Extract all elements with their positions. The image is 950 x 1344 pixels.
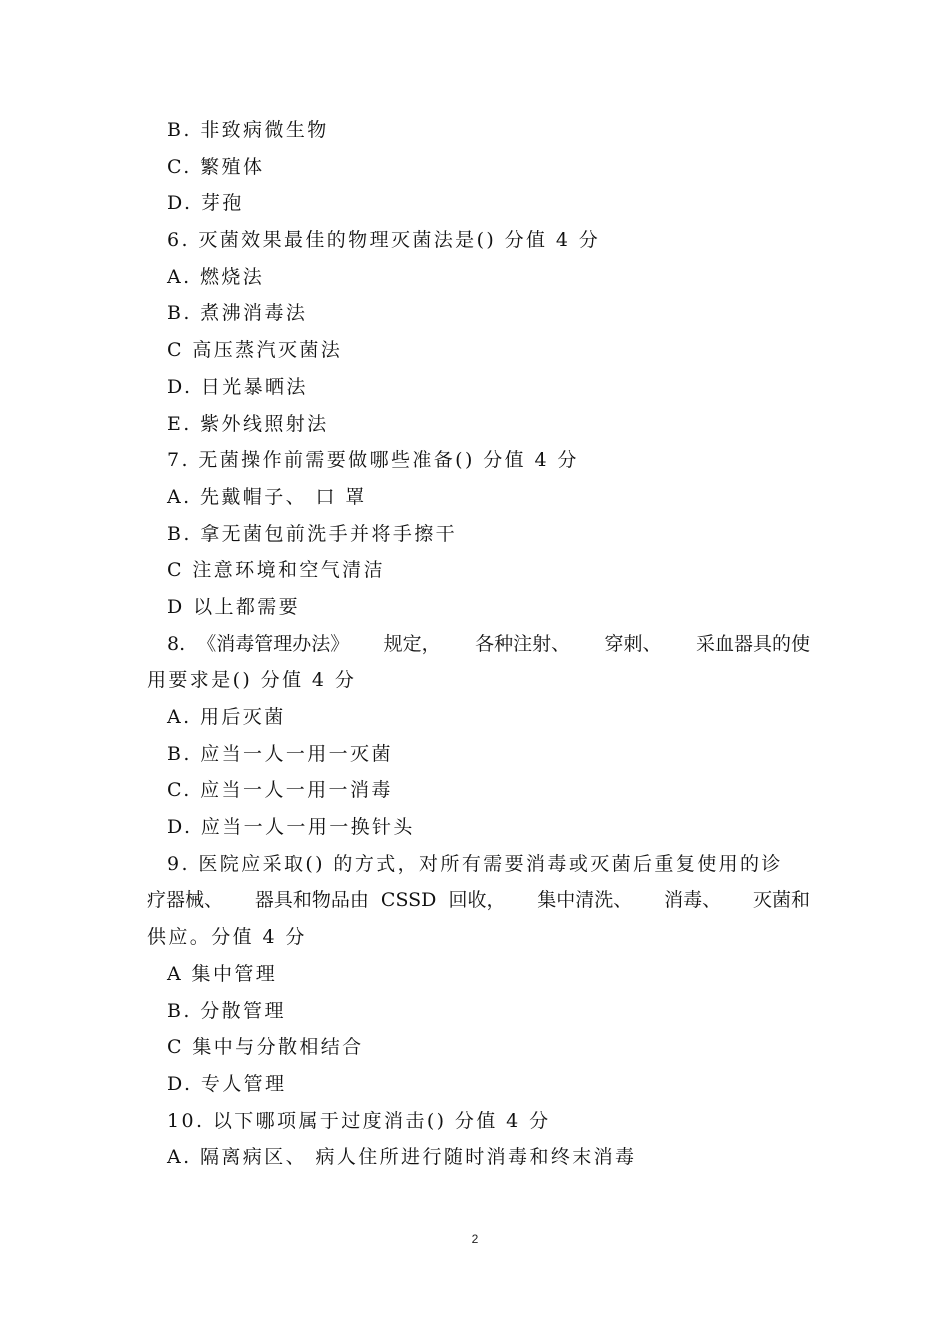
question-9-line-3: 供应。分值 4 分 xyxy=(147,926,307,949)
option-line: D 以上都需要 xyxy=(167,595,301,618)
question-10: 10. 以下哪项属于过度消击() 分值 4 分 xyxy=(167,1109,551,1132)
option-line: B. 分散管理 xyxy=(167,999,286,1022)
text-segment: 采血器具的使 xyxy=(695,632,810,655)
question-6: 6. 灭菌效果最佳的物理灭菌法是() 分值 4 分 xyxy=(167,229,601,252)
question-7: 7. 无菌操作前需要做哪些准备() 分值 4 分 xyxy=(167,449,579,472)
option-line: B. 应当一人一用一灭菌 xyxy=(167,742,393,765)
question-9-line-2 xyxy=(147,882,810,919)
page-content xyxy=(147,112,810,1176)
option-line: D. 日光暴晒法 xyxy=(167,375,308,398)
option-line: B. 拿无菌包前洗手并将手擦干 xyxy=(167,522,458,545)
option-line: A. 先戴帽子、 口 罩 xyxy=(167,485,367,508)
option-line: C. 繁殖体 xyxy=(167,155,265,178)
option-line: A. 隔离病区、 病人住所进行随时消毒和终末消毒 xyxy=(167,1146,637,1169)
option-line: D. 芽孢 xyxy=(167,192,244,215)
option-line: C. 应当一人一用一消毒 xyxy=(167,779,393,802)
option-line: A. 用后灭菌 xyxy=(167,706,286,728)
option-line: E. 紫外线照射法 xyxy=(167,412,329,435)
question-8-line-1 xyxy=(147,626,810,663)
text-segment: 灭菌和 xyxy=(752,889,810,912)
question-9-line-1: 9. 医院应采取() 的方式，对所有需要消毒或灭菌后重复使用的诊 xyxy=(167,852,783,875)
option-line: B. 非致病微生物 xyxy=(167,119,329,141)
text-segment: 疗器械、 xyxy=(147,889,224,912)
text-segment: 器具和物品由 CSSD 回收， xyxy=(254,889,506,912)
question-8-line-2: 用要求是() 分值 4 分 xyxy=(147,669,357,692)
option-line: C 高压蒸汽灭菌法 xyxy=(167,339,343,362)
text-segment: 8. 《消毒管理办法》 xyxy=(167,632,350,655)
text-segment: 穿刺、 xyxy=(604,632,662,655)
option-line: C 注意环境和空气清洁 xyxy=(167,559,385,582)
text-segment: 集中清洗、 xyxy=(537,889,633,912)
text-segment: 规定， xyxy=(383,632,441,655)
text-segment: 各种注射、 xyxy=(475,632,571,655)
option-line: A 集中管理 xyxy=(167,962,278,985)
page-number: 2 xyxy=(471,1232,479,1246)
option-line: D. 专人管理 xyxy=(167,1072,287,1095)
option-line: B. 煮沸消毒法 xyxy=(167,302,308,325)
text-segment: 消毒、 xyxy=(664,889,722,912)
option-line: C 集中与分散相结合 xyxy=(167,1036,364,1059)
option-line: A. 燃烧法 xyxy=(167,265,265,288)
option-line: D. 应当一人一用一换针头 xyxy=(167,816,415,839)
